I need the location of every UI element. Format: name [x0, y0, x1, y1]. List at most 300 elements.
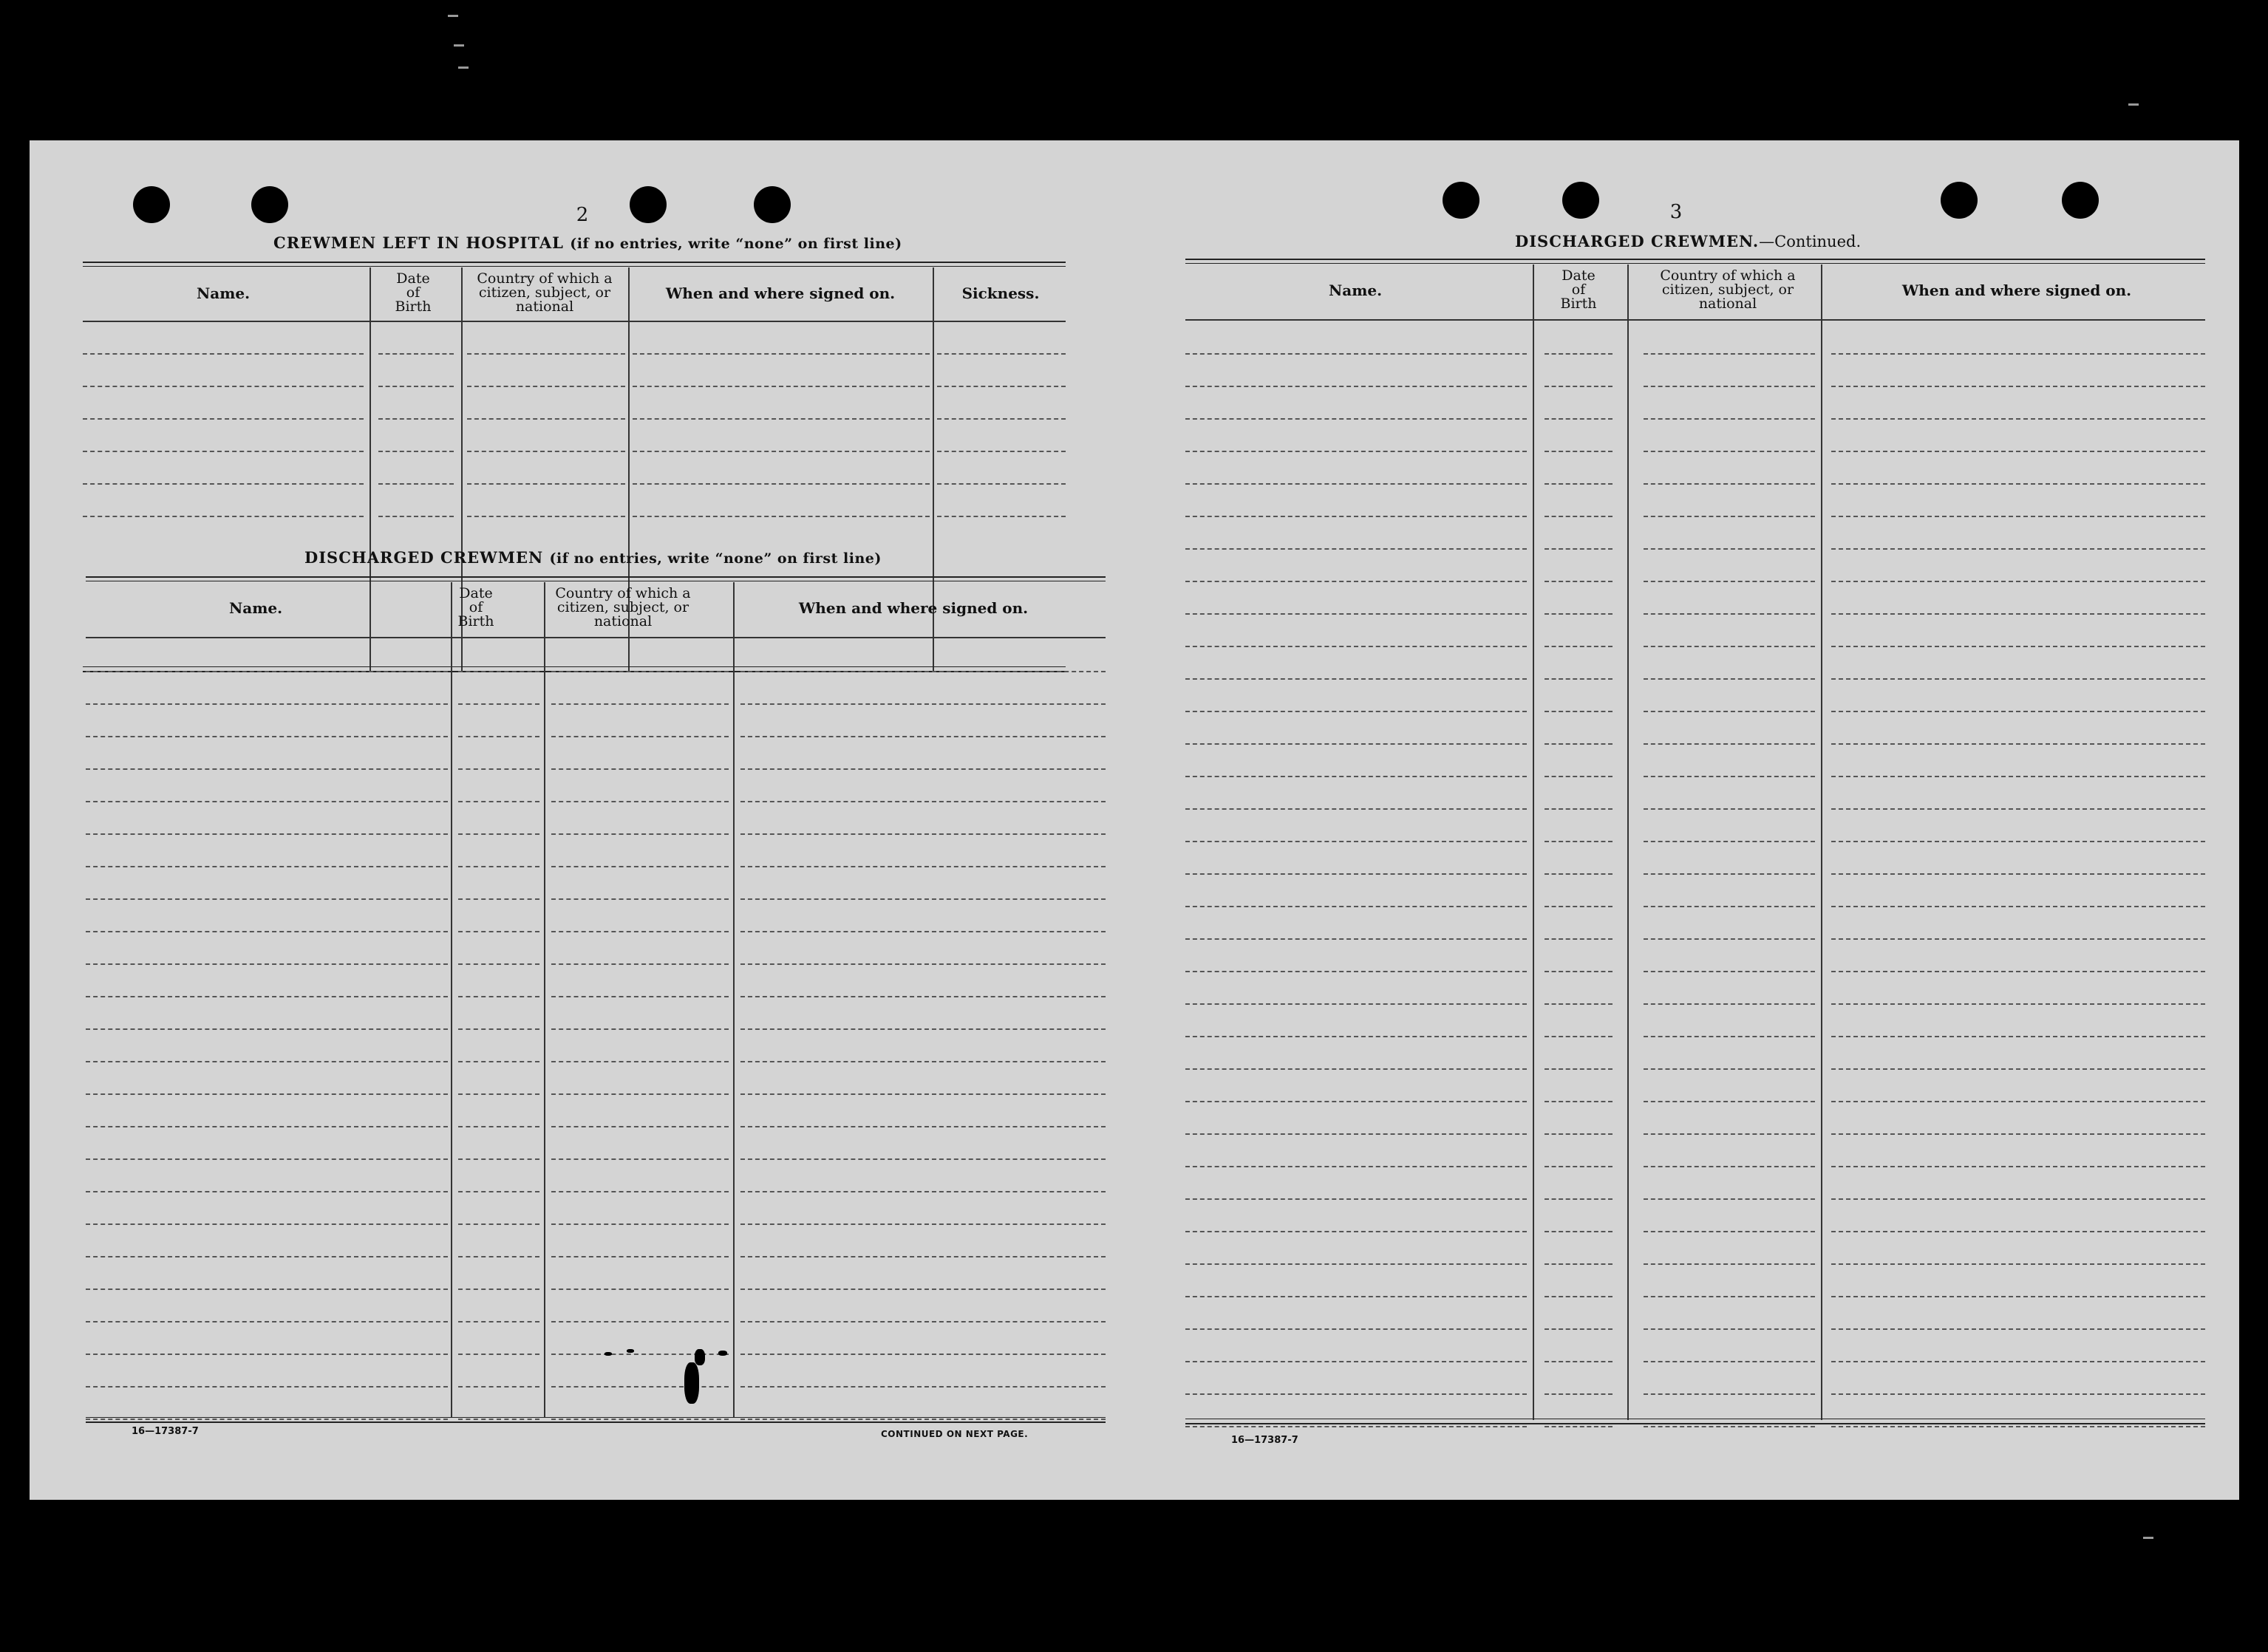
entry-line: [1831, 581, 2205, 582]
entry-line: [1831, 1101, 2205, 1102]
entry-line: [458, 703, 539, 705]
punch-hole: [630, 186, 667, 223]
entry-line: [1545, 516, 1613, 517]
entry-line: [633, 386, 930, 387]
entry-line: [1545, 1263, 1613, 1265]
entry-line: [740, 1191, 1106, 1192]
entry-line: [1831, 971, 2205, 972]
entry-line: [1185, 1133, 1527, 1135]
entry-line: [740, 1321, 1106, 1322]
entry-line: [1545, 1198, 1613, 1200]
entry-line: [937, 516, 1066, 517]
entry-line: [378, 483, 454, 485]
entry-line: [740, 1256, 1106, 1257]
entry-line: [1644, 1133, 1815, 1135]
entry-line: [1185, 1231, 1527, 1232]
entry-line: [1644, 1296, 1815, 1297]
entry-line: [86, 1419, 448, 1420]
entry-line: [1644, 1003, 1815, 1005]
entry-line: [1831, 1426, 2205, 1427]
entry-line: [1545, 841, 1613, 842]
entry-line: [1545, 646, 1613, 647]
entry-line: [740, 671, 1106, 672]
entry-line: [458, 996, 539, 997]
entry-line: [740, 1354, 1106, 1355]
entry-line: [1185, 971, 1527, 972]
entry-line: [1644, 971, 1815, 972]
entry-line: [633, 353, 930, 355]
entry-line: [1644, 678, 1815, 680]
entry-line: [1545, 548, 1613, 550]
entry-line: [467, 386, 625, 387]
entry-line: [1185, 1101, 1527, 1102]
entry-line: [740, 1158, 1106, 1160]
entry-line: [740, 736, 1106, 737]
entry-line: [458, 1223, 539, 1225]
col-header-dob: Date of Birth: [395, 270, 432, 315]
entry-line: [1644, 1231, 1815, 1232]
ink-speck: [718, 1351, 727, 1356]
film-mark: [448, 15, 458, 17]
entry-line: [740, 703, 1106, 705]
entry-line: [1831, 418, 2205, 420]
punch-hole: [754, 186, 791, 223]
col-header-country: Country of which a citizen, subject, or national: [1660, 267, 1796, 312]
entry-line: [1644, 418, 1815, 420]
entry-line: [1185, 1036, 1527, 1037]
discharged-continued-table: [1185, 259, 2205, 1426]
entry-line: [1644, 1166, 1815, 1167]
entry-line: [86, 1028, 448, 1030]
entry-line: [1185, 1068, 1527, 1070]
entry-line: [458, 1028, 539, 1030]
entry-line: [86, 801, 448, 802]
entry-line: [1831, 711, 2205, 712]
entry-line: [1831, 1003, 2205, 1005]
entry-line: [458, 1126, 539, 1127]
col-header-signed-on: When and where signed on.: [798, 599, 1029, 617]
entry-line: [1545, 386, 1613, 387]
entry-line: [1831, 483, 2205, 485]
col-header-signed-on: When and where signed on.: [665, 284, 896, 302]
entry-line: [1185, 678, 1527, 680]
entry-line: [86, 1223, 448, 1225]
col-header-name: Name.: [1328, 281, 1383, 299]
entry-line: [551, 833, 729, 835]
entry-line: [740, 1223, 1106, 1225]
entry-line: [458, 866, 539, 867]
entry-line: [1831, 743, 2205, 745]
entry-line: [1831, 613, 2205, 615]
entry-line: [458, 1321, 539, 1322]
punch-hole: [1941, 182, 1978, 219]
entry-line: [1644, 938, 1815, 940]
col-header-sickness: Sickness.: [961, 284, 1040, 302]
col-header-country: Country of which a citizen, subject, or national: [477, 270, 613, 315]
entry-line: [1545, 1231, 1613, 1232]
entry-line: [378, 386, 454, 387]
entry-line: [937, 386, 1066, 387]
col-header-name: Name.: [196, 284, 251, 302]
entry-line: [86, 1386, 448, 1388]
col-header-dob: Date of Birth: [1560, 267, 1597, 312]
entry-line: [1545, 776, 1613, 777]
section-title-discharged-continued: [1515, 232, 1861, 250]
entry-line: [551, 898, 729, 900]
entry-line: [1644, 1426, 1815, 1427]
entry-line: [1185, 906, 1527, 907]
entry-line: [1545, 808, 1613, 810]
entry-line: [1545, 678, 1613, 680]
entry-line: [1831, 938, 2205, 940]
entry-line: [458, 1256, 539, 1257]
entry-line: [458, 1191, 539, 1192]
film-mark: [2128, 103, 2139, 106]
entry-line: [1644, 1198, 1815, 1200]
entry-line: [1185, 451, 1527, 452]
entry-line: [458, 671, 539, 672]
entry-line: [378, 516, 454, 517]
entry-line: [83, 386, 364, 387]
entry-line: [1545, 1133, 1613, 1135]
entry-line: [1644, 1068, 1815, 1070]
entry-line: [1185, 581, 1527, 582]
entry-line: [86, 996, 448, 997]
entry-line: [740, 996, 1106, 997]
entry-line: [937, 353, 1066, 355]
entry-line: [551, 866, 729, 867]
entry-line: [1831, 1328, 2205, 1330]
entry-line: [1185, 1263, 1527, 1265]
section-instruction: (if no entries, write “none” on first line): [570, 236, 902, 252]
entry-line: [1545, 1361, 1613, 1362]
film-mark: [2143, 1537, 2153, 1539]
entry-line: [467, 418, 625, 420]
entry-line: [1185, 1166, 1527, 1167]
ink-speck: [627, 1349, 634, 1353]
continued-note: CONTINUED ON NEXT PAGE.: [881, 1429, 1029, 1439]
entry-line: [1644, 1036, 1815, 1037]
entry-line: [86, 1093, 448, 1095]
entry-line: [86, 866, 448, 867]
entry-line: [937, 483, 1066, 485]
entry-line: [1644, 906, 1815, 907]
entry-line: [1644, 451, 1815, 452]
entry-line: [1545, 451, 1613, 452]
section-instruction: (if no entries, write “none” on first line): [549, 550, 882, 567]
entry-line: [1831, 841, 2205, 842]
entry-line: [1644, 711, 1815, 712]
entry-line: [1185, 418, 1527, 420]
entry-line: [1831, 451, 2205, 452]
entry-line: [86, 671, 448, 672]
entry-line: [1545, 483, 1613, 485]
entry-line: [740, 1093, 1106, 1095]
entry-line: [1644, 1328, 1815, 1330]
entry-line: [458, 768, 539, 770]
entry-line: [633, 418, 930, 420]
entry-line: [1185, 1426, 1527, 1427]
entry-line: [1644, 386, 1815, 387]
entry-line: [633, 451, 930, 452]
entry-line: [633, 483, 930, 485]
page-number: 3: [1669, 201, 1683, 223]
section-continued-label: —Continued.: [1759, 233, 1862, 250]
entry-line: [86, 703, 448, 705]
entry-line: [1831, 1198, 2205, 1200]
entry-line: [1185, 1393, 1527, 1395]
entry-line: [83, 451, 364, 452]
entry-line: [1185, 1296, 1527, 1297]
entry-line: [1831, 646, 2205, 647]
entry-line: [458, 736, 539, 737]
entry-line: [551, 1386, 729, 1388]
entry-line: [551, 1191, 729, 1192]
entry-line: [1644, 646, 1815, 647]
entry-line: [1185, 711, 1527, 712]
entry-line: [1185, 1361, 1527, 1362]
entry-line: [1185, 386, 1527, 387]
punch-hole: [1443, 182, 1479, 219]
entry-line: [1831, 516, 2205, 517]
entry-line: [86, 1354, 448, 1355]
entry-line: [86, 833, 448, 835]
entry-line: [1545, 1393, 1613, 1395]
entry-line: [86, 1158, 448, 1160]
entry-line: [1644, 1361, 1815, 1362]
entry-line: [1185, 483, 1527, 485]
entry-line: [1644, 776, 1815, 777]
col-header-name: Name.: [228, 599, 283, 617]
ink-blot: [695, 1349, 705, 1365]
entry-line: [86, 1321, 448, 1322]
entry-line: [86, 1126, 448, 1127]
entry-line: [1185, 1328, 1527, 1330]
entry-line: [458, 1289, 539, 1290]
entry-line: [551, 1289, 729, 1290]
entry-line: [1644, 1263, 1815, 1265]
entry-line: [1545, 1166, 1613, 1167]
entry-line: [467, 353, 625, 355]
entry-line: [1185, 353, 1527, 355]
entry-line: [551, 1321, 729, 1322]
entry-line: [378, 353, 454, 355]
entry-line: [86, 1191, 448, 1192]
entry-line: [1644, 743, 1815, 745]
entry-line: [740, 898, 1106, 900]
section-title-hospital: [273, 233, 902, 252]
entry-line: [1831, 1361, 2205, 1362]
entry-line: [83, 418, 364, 420]
entry-line: [458, 1061, 539, 1062]
entry-line: [551, 1061, 729, 1062]
entry-line: [458, 801, 539, 802]
entry-line: [1185, 516, 1527, 517]
entry-line: [551, 1028, 729, 1030]
entry-line: [1831, 1166, 2205, 1167]
entry-line: [740, 801, 1106, 802]
entry-line: [86, 1256, 448, 1257]
entry-line: [551, 1256, 729, 1257]
entry-line: [1185, 873, 1527, 875]
entry-line: [937, 418, 1066, 420]
entry-line: [740, 1386, 1106, 1388]
entry-line: [1185, 743, 1527, 745]
entry-line: [458, 1354, 539, 1355]
entry-line: [551, 996, 729, 997]
entry-line: [551, 1419, 729, 1420]
entry-line: [83, 483, 364, 485]
entry-line: [83, 516, 364, 517]
ink-blot: [684, 1362, 699, 1404]
entry-line: [740, 1126, 1106, 1127]
entry-line: [1831, 1036, 2205, 1037]
entry-line: [86, 1289, 448, 1290]
entry-line: [1545, 1426, 1613, 1427]
entry-line: [633, 516, 930, 517]
entry-line: [1545, 1296, 1613, 1297]
entry-line: [1545, 1068, 1613, 1070]
entry-line: [1644, 483, 1815, 485]
entry-line: [1545, 938, 1613, 940]
entry-line: [1644, 873, 1815, 875]
entry-line: [1545, 873, 1613, 875]
entry-line: [86, 963, 448, 965]
entry-line: [1545, 971, 1613, 972]
entry-line: [467, 516, 625, 517]
entry-line: [1545, 1101, 1613, 1102]
entry-line: [551, 736, 729, 737]
entry-line: [86, 768, 448, 770]
entry-line: [740, 931, 1106, 932]
entry-line: [1644, 516, 1815, 517]
entry-line: [458, 1419, 539, 1420]
entry-line: [1545, 743, 1613, 745]
entry-line: [458, 931, 539, 932]
entry-line: [1185, 1198, 1527, 1200]
section-title-text: DISCHARGED CREWMEN: [304, 548, 544, 567]
entry-line: [1185, 1003, 1527, 1005]
col-header-signed-on: When and where signed on.: [1901, 281, 2132, 299]
entry-line: [378, 418, 454, 420]
entry-line: [551, 963, 729, 965]
entry-line: [1545, 906, 1613, 907]
form-number: 16—17387-7: [1231, 1435, 1298, 1446]
entry-line: [1545, 1003, 1613, 1005]
ink-speck: [605, 1352, 612, 1356]
entry-line: [1831, 548, 2205, 550]
entry-line: [1831, 906, 2205, 907]
entry-line: [551, 1158, 729, 1160]
entry-line: [467, 451, 625, 452]
entry-line: [458, 1158, 539, 1160]
entry-line: [1545, 353, 1613, 355]
film-mark: [458, 66, 469, 69]
discharged-table: [86, 576, 1106, 1566]
entry-line: [1644, 353, 1815, 355]
entry-line: [458, 833, 539, 835]
entry-line: [1545, 1036, 1613, 1037]
entry-line: [1185, 776, 1527, 777]
entry-line: [1644, 581, 1815, 582]
punch-hole: [133, 186, 170, 223]
entry-line: [378, 451, 454, 452]
entry-line: [1185, 613, 1527, 615]
entry-line: [1831, 808, 2205, 810]
entry-line: [740, 833, 1106, 835]
entry-line: [458, 963, 539, 965]
form-number: 16—17387-7: [132, 1426, 199, 1437]
entry-line: [1644, 841, 1815, 842]
entry-line: [1644, 613, 1815, 615]
entry-line: [551, 671, 729, 672]
entry-line: [1831, 386, 2205, 387]
entry-line: [551, 703, 729, 705]
entry-line: [740, 1419, 1106, 1420]
entry-line: [740, 866, 1106, 867]
entry-line: [740, 768, 1106, 770]
entry-line: [86, 1061, 448, 1062]
entry-line: [740, 963, 1106, 965]
entry-line: [1545, 418, 1613, 420]
entry-line: [740, 1289, 1106, 1290]
entry-line: [458, 898, 539, 900]
entry-line: [1831, 1263, 2205, 1265]
entry-line: [551, 801, 729, 802]
entry-line: [551, 768, 729, 770]
entry-line: [740, 1028, 1106, 1030]
entry-line: [458, 1386, 539, 1388]
entry-line: [1545, 581, 1613, 582]
entry-line: [937, 451, 1066, 452]
entry-line: [1831, 776, 2205, 777]
entry-line: [740, 1061, 1106, 1062]
entry-line: [551, 931, 729, 932]
entry-line: [1185, 938, 1527, 940]
entry-line: [551, 1223, 729, 1225]
entry-line: [1644, 548, 1815, 550]
entry-line: [1831, 353, 2205, 355]
entry-line: [1831, 1296, 2205, 1297]
punch-hole: [251, 186, 288, 223]
col-header-dob: Date of Birth: [457, 585, 494, 629]
entry-line: [1545, 1328, 1613, 1330]
entry-line: [1185, 808, 1527, 810]
document-sheet: [30, 140, 2239, 1500]
page-number: 2: [576, 204, 589, 226]
entry-line: [1831, 1231, 2205, 1232]
entry-line: [1831, 1068, 2205, 1070]
punch-hole: [2062, 182, 2099, 219]
entry-line: [1644, 1393, 1815, 1395]
film-mark: [454, 44, 464, 47]
entry-line: [1831, 1133, 2205, 1135]
entry-line: [86, 898, 448, 900]
entry-line: [1545, 613, 1613, 615]
entry-line: [458, 1093, 539, 1095]
entry-line: [551, 1126, 729, 1127]
entry-line: [1644, 1101, 1815, 1102]
entry-line: [1185, 548, 1527, 550]
entry-line: [467, 483, 625, 485]
entry-line: [1644, 808, 1815, 810]
entry-line: [86, 931, 448, 932]
entry-line: [1831, 678, 2205, 680]
entry-line: [551, 1093, 729, 1095]
entry-line: [1185, 841, 1527, 842]
section-title-discharged: [304, 548, 882, 567]
section-title-text: DISCHARGED CREWMEN.: [1515, 232, 1760, 250]
